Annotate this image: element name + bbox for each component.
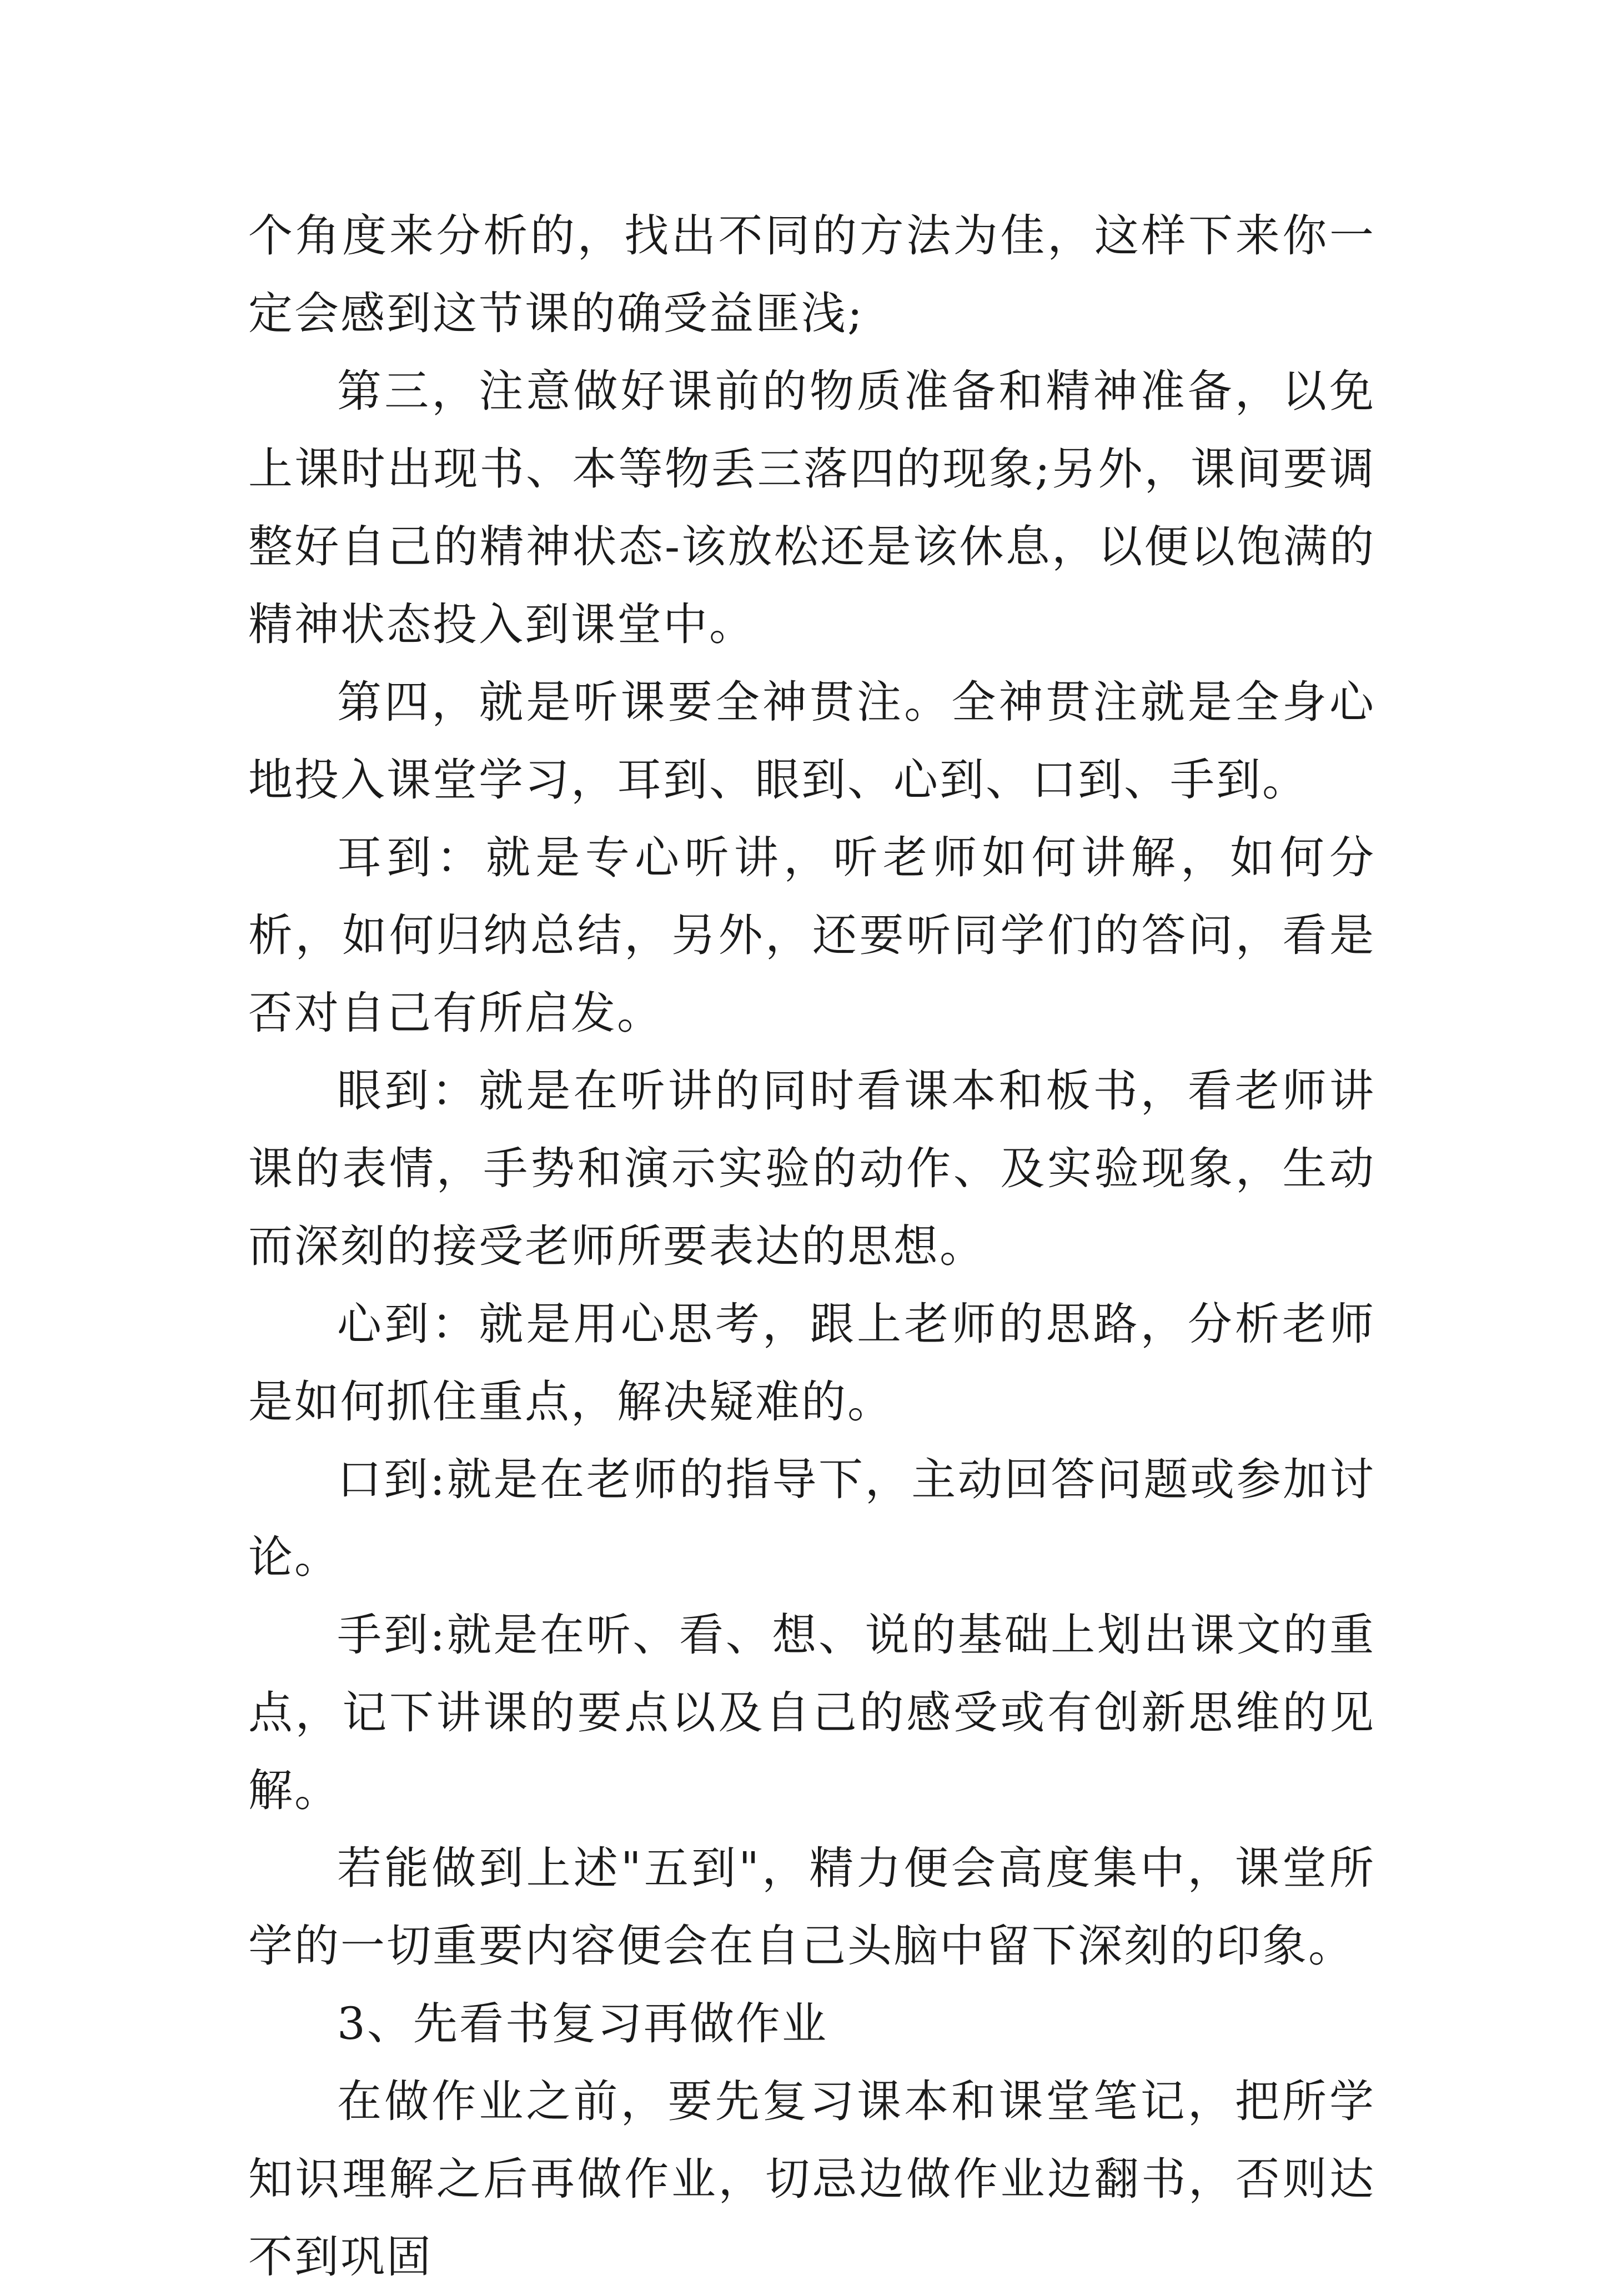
paragraph-mouth: 口到:就是在老师的指导下，主动回答问题或参加讨论。 [248, 1454, 1375, 1583]
document-body [248, 197, 1375, 2296]
paragraph-mind: 心到：就是用心思考，跟上老师的思路，分析老师是如何抓住重点，解决疑难的。 [248, 1298, 1375, 1428]
paragraph-eyes: 眼到：就是在听讲的同时看课本和板书，看老师讲课的表情，手势和演示实验的动作、及实验现象，生动而深刻的接受老师所要表达的思想。 [248, 1065, 1375, 1272]
paragraph-third-point: 第三，注意做好课前的物质准备和精神准备，以免上课时出现书、本等物丢三落四的现象;另外，课间要调整好自己的精神状态-该放松还是该休息，以便以饱满的精神状态投入到课堂中。 [248, 365, 1375, 650]
paragraph-five-points-summary: 若能做到上述"五到"，精力便会高度集中，课堂所学的一切重要内容便会在自己头脑中留下深刻的印象。 [248, 1842, 1375, 1972]
paragraph-continuation: 个角度来分析的，找出不同的方法为佳，这样下来你一定会感到这节课的确受益匪浅; [248, 210, 1375, 339]
paragraph-hands: 手到:就是在听、看、想、说的基础上划出课文的重点，记下讲课的要点以及自己的感受或有创新思维的见解。 [248, 1609, 1375, 1816]
paragraph-review-first: 在做作业之前，要先复习课本和课堂笔记，把所学知识理解之后再做作业，切忌边做作业边翻书，否则达不到巩固 [248, 2076, 1375, 2283]
paragraph-fourth-point: 第四，就是听课要全神贯注。全神贯注就是全身心地投入课堂学习，耳到、眼到、心到、口到、手到。 [248, 676, 1375, 806]
paragraph-ears: 耳到：就是专心听讲，听老师如何讲解，如何分析，如何归纳总结，另外，还要听同学们的答问，看是否对自己有所启发。 [248, 832, 1375, 1039]
section-heading-review-before-homework: 3、先看书复习再做作业 [337, 1998, 828, 2049]
